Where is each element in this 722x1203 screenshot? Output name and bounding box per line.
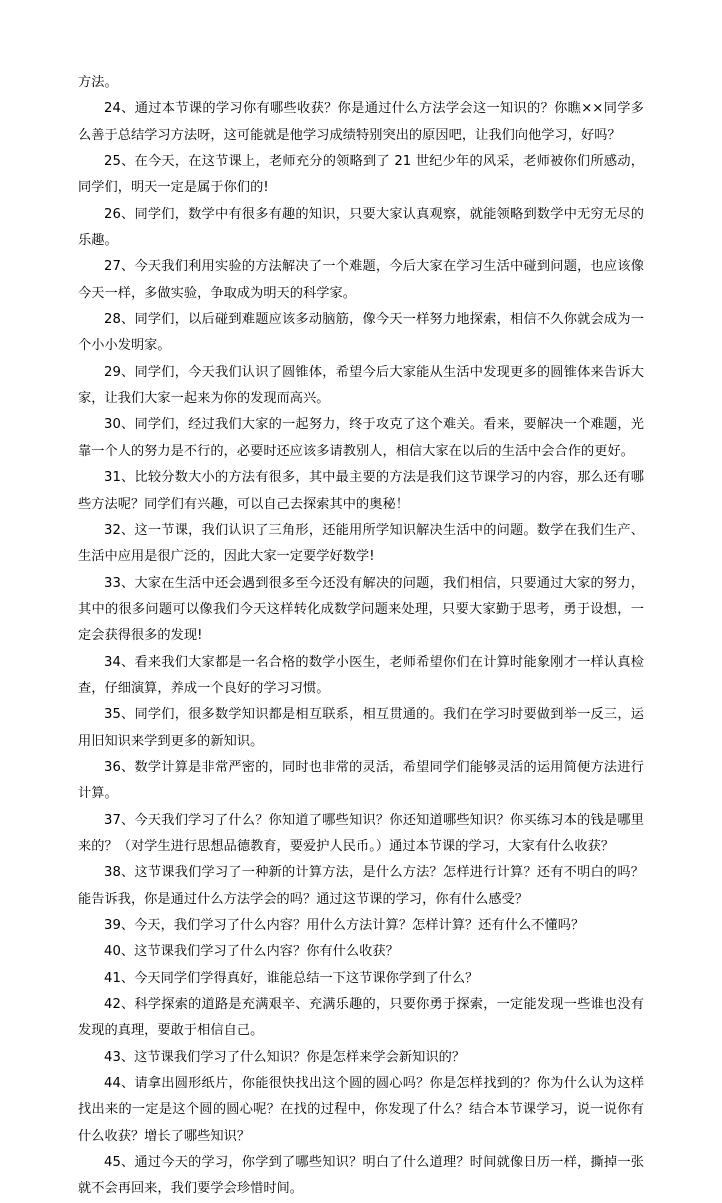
paragraph-25: 25、在今天，在这节课上，老师充分的领略到了 21 世纪少年的风采，老师被你们所感动，同学们，明天一定是属于你们的! — [78, 154, 644, 196]
paragraph-39: 39、今天，我们学习了什么内容？用什么方法计算？怎样计算？还有什么不懂吗？ — [104, 918, 585, 933]
paragraph-33: 33、大家在生活中还会遇到很多至今还没有解决的问题，我们相信，只要通过大家的努力，其中的很多问题可以像我们今天这样转化成数学问题来处理，只要大家勤于思考，勇于设想，一定会获得很多的发现! — [78, 575, 644, 644]
paragraph-26: 26、同学们，数学中有很多有趣的知识，只要大家认真观察，就能领略到数学中无穷无尽的乐趣。 — [78, 206, 644, 249]
paragraph-38: 38、这节课我们学习了一种新的计算方法，是什么方法？怎样进行计算？还有不明白的吗？能告诉我，你是通过什么方法学会的吗？通过这节课的学习，你有什么感受？ — [78, 865, 644, 907]
paragraph-32: 32、这一节课，我们认识了三角形，还能用所学知识解决生活中的问题。数学在我们生产、生活中应用是很广泛的，因此大家一定要学好数学! — [78, 522, 644, 565]
paragraph-29: 29、同学们，今天我们认识了圆锥体，希望今后大家能从生活中发现更多的圆锥体来告诉大家，让我们大家一起来为你的发现而高兴。 — [78, 364, 644, 407]
paragraph-41: 41、今天同学们学得真好，谁能总结一下这节课你学到了什么？ — [104, 970, 479, 986]
paragraph-continued: 方法。 — [78, 75, 118, 90]
paragraph-28: 28、同学们，以后碰到难题应该多动脑筋，像今天一样努力地探索，相信不久你就会成为一个小小发明家。 — [78, 312, 644, 354]
paragraph-44: 44、请拿出圆形纸片，你能很快找出这个圆的圆心吗？你是怎样找到的？你为什么认为这样找出来的一定是这个圆的圆心呢？在找的过程中，你发现了什么？结合本节课学习，说一说你有什么收获？增长了哪些知识？ — [78, 1076, 644, 1144]
paragraph-40: 40、这节课我们学习了什么内容？你有什么收获？ — [104, 944, 399, 960]
paragraph-42: 42、科学探索的道路是充满艰辛、充满乐趣的，只要你勇于探索，一定能发现一些谁也没有发现的真理，要敢于相信自己。 — [78, 997, 644, 1039]
paragraph-30: 30、同学们，经过我们大家的一起努力，终于攻克了这个难关。看来，要解决一个难题，光靠一个人的努力是不行的，必要时还应该多请教别人，相信大家在以后的生活中会合作的更好。 — [78, 417, 644, 459]
paragraph-24: 24、通过本节课的学习你有哪些收获？你是通过什么方法学会这一知识的？你瞧××同学多么善于总结学习方法呀，这可能就是他学习成绩特别突出的原因吧，让我们向他学习，好吗？ — [78, 101, 644, 143]
paragraph-37: 37、今天我们学习了什么？你知道了哪些知识？你还知道哪些知识？你买练习本的钱是哪里来的？（对学生进行思想品德教育，要爱护人民币。）通过本节课的学习，大家有什么收获？ — [78, 812, 644, 854]
paragraph-35: 35、同学们，很多数学知识都是相互联系，相互贯通的。我们在学习时要做到举一反三，运用旧知识来学到更多的新知识。 — [78, 707, 644, 749]
paragraph-43: 43、这节课我们学习了什么知识？你是怎样来学会新知识的？ — [104, 1049, 466, 1065]
paragraph-31: 31、比较分数大小的方法有很多，其中最主要的方法是我们这节课学习的内容，那么还有哪些方法呢？同学们有兴趣，可以自己去探索其中的奥秘！ — [78, 470, 644, 512]
paragraph-34: 34、看来我们大家都是一名合格的数学小医生，老师希望你们在计算时能象刚才一样认真检查，仔细演算，养成一个良好的学习习惯。 — [78, 654, 644, 696]
paragraph-36: 36、数学计算是非常严密的，同时也非常的灵活，希望同学们能够灵活的运用简便方法进行计算。 — [78, 759, 644, 802]
document-body — [78, 70, 644, 1203]
paragraph-45: 45、通过今天的学习，你学到了哪些知识？明白了什么道理？时间就像日历一样，撕掉一张就不会再回来，我们要学会珍惜时间。 — [78, 1155, 644, 1197]
paragraph-27: 27、今天我们利用实验的方法解决了一个难题，今后大家在学习生活中碰到问题，也应该像今天一样，多做实验，争取成为明天的科学家。 — [78, 259, 644, 301]
